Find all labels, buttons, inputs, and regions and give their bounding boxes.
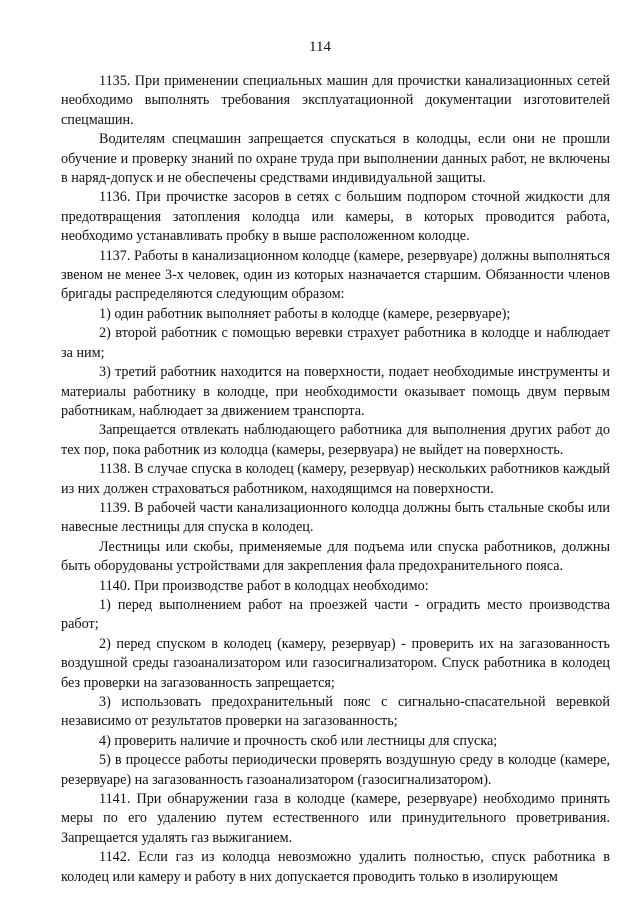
- paragraph-1140: 1140. При производстве работ в колодцах необходимо:: [99, 577, 429, 594]
- list-item-1137-3: 3) третий работник находится на поверхности, подает необходимые инструменты и материалы работнику в колодце, при необходимости оказывает помощь двум первым работникам, наблюдает за движением транспорта.: [61, 364, 610, 419]
- paragraph-1142: 1142. Если газ из колодца невозможно удалить полностью, спуск работника в колодец или камеру и работу в них допускается проводить только в изолирующем: [61, 849, 610, 885]
- list-item-1140-1: 1) перед выполнением работ на проезжей части - оградить место производства работ;: [61, 596, 610, 633]
- page-number: 114: [309, 39, 331, 55]
- list-item-1140-2: 2) перед спуском в колодец (камеру, резервуар) - проверить их на загазованность воздушной среды газоанализатором или газосигнализатором. Спуск работника в колодец без проверки на загазованность запрещается;: [61, 635, 610, 691]
- paragraph-1139: 1139. В рабочей части канализационного колодца должны быть стальные скобы или навесные лестницы для спуска в колодец.: [61, 499, 610, 536]
- document-body: [61, 72, 610, 887]
- paragraph-1135: 1135. При применении специальных машин для прочистки канализационных сетей необходимо выполнять требования эксплуатационной документации изготовителей спецмашин.: [61, 73, 610, 128]
- paragraph-1137: 1137. Работы в канализационном колодце (камере, резервуаре) должны выполняться звеном не менее 3-х человек, один из которых назначается старшим. Обязанности членов бригады распределяются следующим образом:: [61, 247, 610, 303]
- list-item-1140-3: 3) использовать предохранительный пояс с сигнально-спасательной веревкой независимо от результатов проверки на загазованность;: [61, 694, 610, 730]
- paragraph-ladders: Лестницы или скобы, применяемые для подъема или спуска работников, должны быть оборудованы устройствами для закрепления фала предохранительного пояса.: [61, 538, 610, 575]
- list-item-1137-1: 1) один работник выполняет работы в колодце (камере, резервуаре);: [99, 305, 511, 322]
- list-item-1140-5: 5) в процессе работы периодически проверять воздушную среду в колодце (камере, резервуаре) на загазованность газоанализатором (газосигнализатором).: [61, 752, 610, 788]
- paragraph-1141: 1141. При обнаружении газа в колодце (камере, резервуаре) необходимо принять меры по его удалению путем естественного или принудительного проветривания. Запрещается удалять газ выжиганием.: [61, 791, 610, 846]
- paragraph-1136: 1136. При прочистке засоров в сетях с большим подпором сточной жидкости для предотвращения затопления колодца или камеры, в которых проводится работа, необходимо устанавливать пробку в выше расположенном колодце.: [61, 189, 610, 245]
- list-item-1137-2: 2) второй работник с помощью веревки страхует работника в колодце и наблюдает за ним;: [61, 325, 610, 361]
- paragraph-observer-prohibition: Запрещается отвлекать наблюдающего работника для выполнения других работ до тех пор, пока работник из колодца (камеры, резервуара) не выйдет на поверхность.: [61, 422, 610, 458]
- paragraph-drivers-prohibition: Водителям спецмашин запрещается спускаться в колодцы, если они не прошли обучение и проверку знаний по охране труда при выполнении данных работ, не включены в наряд-допуск и не обеспечены средствами индивидуальной защиты.: [61, 131, 610, 187]
- paragraph-1138: 1138. В случае спуска в колодец (камеру, резервуар) нескольких работников каждый из них должен страховаться работником, находящимся на поверхности.: [61, 461, 610, 497]
- list-item-1140-4: 4) проверить наличие и прочность скоб или лестницы для спуска;: [99, 732, 498, 749]
